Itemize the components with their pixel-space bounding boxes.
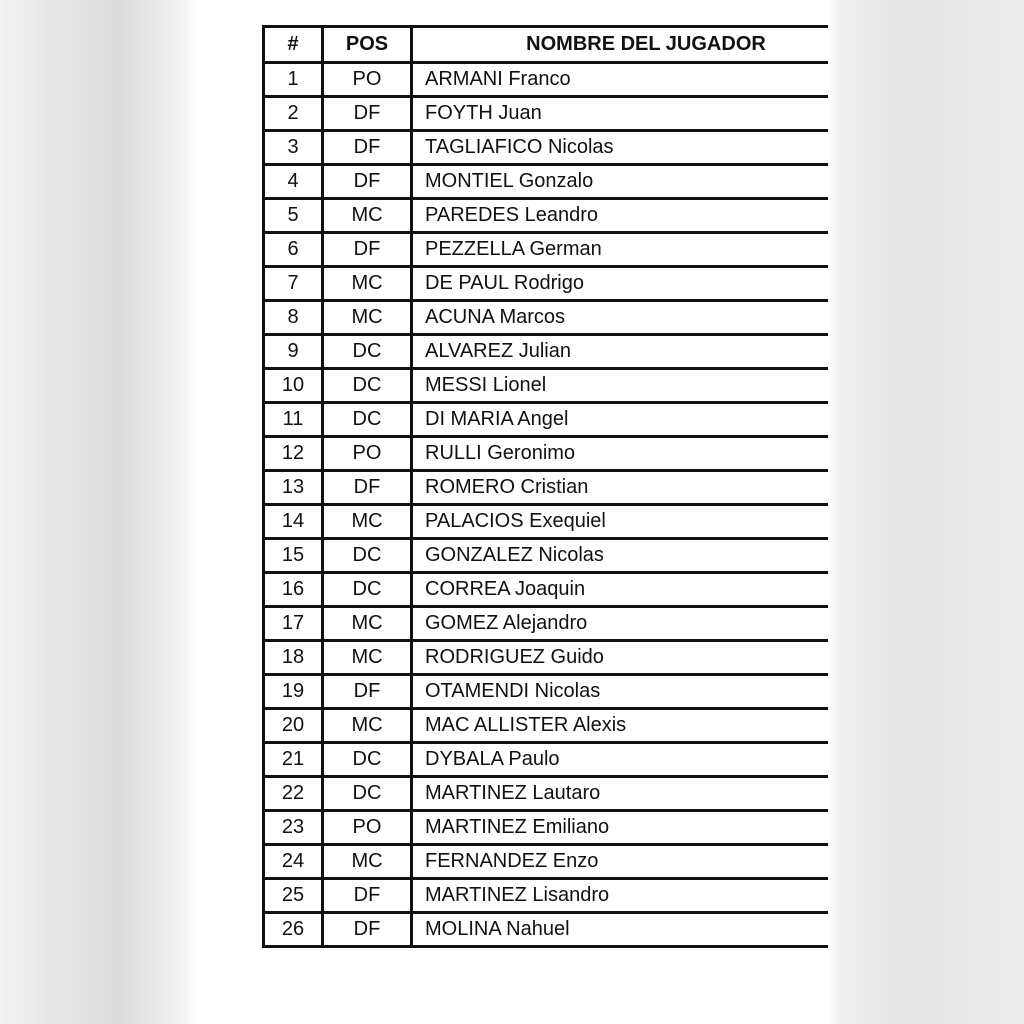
player-roster-table — [262, 25, 828, 948]
player-name-cell: PEZZELLA German — [412, 233, 829, 267]
table-row — [264, 675, 829, 709]
table-row — [264, 437, 829, 471]
player-number-cell: 6 — [264, 233, 323, 267]
table-row — [264, 505, 829, 539]
player-name-cell: MOLINA Nahuel — [412, 913, 829, 947]
player-number-cell: 26 — [264, 913, 323, 947]
player-name-cell: DYBALA Paulo — [412, 743, 829, 777]
player-name-cell: GOMEZ Alejandro — [412, 607, 829, 641]
player-position-cell: DF — [323, 913, 412, 947]
player-name-cell: ARMANI Franco — [412, 63, 829, 97]
player-position-cell: DC — [323, 539, 412, 573]
player-number-cell: 12 — [264, 437, 323, 471]
player-position-cell: PO — [323, 63, 412, 97]
player-position-cell: DC — [323, 777, 412, 811]
player-position-cell: MC — [323, 709, 412, 743]
header-player-name: NOMBRE DEL JUGADOR — [412, 27, 829, 63]
player-number-cell: 8 — [264, 301, 323, 335]
player-name-cell: RODRIGUEZ Guido — [412, 641, 829, 675]
player-name-cell: ROMERO Cristian — [412, 471, 829, 505]
player-number-cell: 15 — [264, 539, 323, 573]
player-number-cell: 14 — [264, 505, 323, 539]
player-position-cell: MC — [323, 301, 412, 335]
player-name-cell: MARTINEZ Lisandro — [412, 879, 829, 913]
player-name-cell: PAREDES Leandro — [412, 199, 829, 233]
player-name-cell: MARTINEZ Lautaro — [412, 777, 829, 811]
table-row — [264, 63, 829, 97]
table-row — [264, 573, 829, 607]
header-position: POS — [323, 27, 412, 63]
table-row — [264, 369, 829, 403]
player-position-cell: PO — [323, 437, 412, 471]
player-number-cell: 13 — [264, 471, 323, 505]
player-name-cell: ACUNA Marcos — [412, 301, 829, 335]
player-position-cell: DF — [323, 879, 412, 913]
player-position-cell: DF — [323, 131, 412, 165]
player-position-cell: MC — [323, 505, 412, 539]
player-number-cell: 19 — [264, 675, 323, 709]
player-name-cell: FERNANDEZ Enzo — [412, 845, 829, 879]
table-row — [264, 607, 829, 641]
player-number-cell: 18 — [264, 641, 323, 675]
table-body — [264, 63, 829, 947]
player-number-cell: 1 — [264, 63, 323, 97]
player-number-cell: 25 — [264, 879, 323, 913]
table-row — [264, 811, 829, 845]
player-name-cell: FOYTH Juan — [412, 97, 829, 131]
table-row — [264, 131, 829, 165]
player-name-cell: OTAMENDI Nicolas — [412, 675, 829, 709]
player-number-cell: 10 — [264, 369, 323, 403]
player-position-cell: DF — [323, 675, 412, 709]
table-row — [264, 777, 829, 811]
table-row — [264, 233, 829, 267]
player-position-cell: DC — [323, 403, 412, 437]
player-number-cell: 7 — [264, 267, 323, 301]
player-position-cell: DF — [323, 233, 412, 267]
player-position-cell: PO — [323, 811, 412, 845]
player-name-cell: MESSI Lionel — [412, 369, 829, 403]
table-row — [264, 165, 829, 199]
player-name-cell: RULLI Geronimo — [412, 437, 829, 471]
table-row — [264, 845, 829, 879]
table-row — [264, 539, 829, 573]
player-name-cell: MONTIEL Gonzalo — [412, 165, 829, 199]
player-name-cell: MAC ALLISTER Alexis — [412, 709, 829, 743]
player-number-cell: 24 — [264, 845, 323, 879]
player-position-cell: MC — [323, 845, 412, 879]
player-position-cell: MC — [323, 641, 412, 675]
player-number-cell: 23 — [264, 811, 323, 845]
player-position-cell: DF — [323, 165, 412, 199]
player-name-cell: GONZALEZ Nicolas — [412, 539, 829, 573]
player-number-cell: 21 — [264, 743, 323, 777]
player-number-cell: 3 — [264, 131, 323, 165]
player-position-cell: MC — [323, 607, 412, 641]
player-name-cell: PALACIOS Exequiel — [412, 505, 829, 539]
player-position-cell: DC — [323, 335, 412, 369]
player-number-cell: 22 — [264, 777, 323, 811]
table-row — [264, 743, 829, 777]
table-row — [264, 913, 829, 947]
player-number-cell: 17 — [264, 607, 323, 641]
player-position-cell: MC — [323, 267, 412, 301]
player-name-cell: CORREA Joaquin — [412, 573, 829, 607]
player-position-cell: DC — [323, 369, 412, 403]
player-position-cell: DC — [323, 743, 412, 777]
player-name-cell: TAGLIAFICO Nicolas — [412, 131, 829, 165]
table-row — [264, 879, 829, 913]
player-position-cell: DF — [323, 97, 412, 131]
table-row — [264, 709, 829, 743]
table-row — [264, 301, 829, 335]
document-page — [198, 0, 828, 1024]
player-number-cell: 5 — [264, 199, 323, 233]
player-number-cell: 20 — [264, 709, 323, 743]
table-row — [264, 471, 829, 505]
player-name-cell: DI MARIA Angel — [412, 403, 829, 437]
player-position-cell: MC — [323, 199, 412, 233]
player-number-cell: 11 — [264, 403, 323, 437]
player-number-cell: 9 — [264, 335, 323, 369]
table-row — [264, 641, 829, 675]
table-row — [264, 335, 829, 369]
table-row — [264, 97, 829, 131]
player-number-cell: 16 — [264, 573, 323, 607]
header-number: # — [264, 27, 323, 63]
player-number-cell: 2 — [264, 97, 323, 131]
player-name-cell: MARTINEZ Emiliano — [412, 811, 829, 845]
table-row — [264, 267, 829, 301]
table-row — [264, 403, 829, 437]
table-header-row — [264, 27, 829, 63]
table-row — [264, 199, 829, 233]
player-name-cell: ALVAREZ Julian — [412, 335, 829, 369]
player-number-cell: 4 — [264, 165, 323, 199]
player-position-cell: DF — [323, 471, 412, 505]
player-position-cell: DC — [323, 573, 412, 607]
player-name-cell: DE PAUL Rodrigo — [412, 267, 829, 301]
